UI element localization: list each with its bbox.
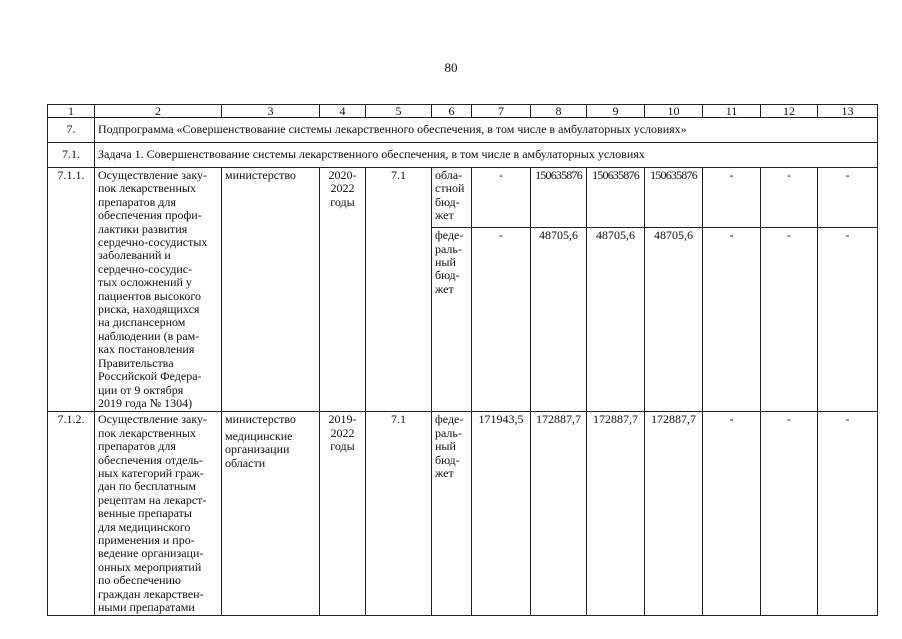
section-number: 7. [48,118,95,143]
value-cell: 150635876 [531,168,587,228]
executor: министерство [222,168,320,412]
task-number: 7.1. [48,143,95,168]
measure-description: Осуществление заку- пок лекарственных препаратов для обеспечения отдель- ных категорий граж- дан по бесплатным рецептам на лекарст- венные препараты для медицинского применения и про- ведение организаци- онных мероприятий по обеспечению граждан лекарствен- ными препаратами [95,412,222,616]
header-cell: 12 [761,105,818,118]
header-cell: 9 [587,105,645,118]
funding-source: обла- стной бюд- жет [432,168,472,228]
task-row [48,143,878,168]
row-number: 7.1.2. [48,412,95,616]
value-cell: 150635876 [645,168,703,228]
period: 2020- 2022 годы [320,168,366,412]
value-cell: - [818,412,878,616]
header-row [48,105,878,118]
value-cell: - [818,168,878,228]
header-cell: 8 [531,105,587,118]
value-cell: 48705,6 [645,228,703,412]
header-cell: 6 [432,105,472,118]
measure-description: Осуществление заку- пок лекарственных препаратов для обеспечения профи- лактики развития сердечно-сосудистых заболеваний и сердечно-сосудис- тых осложнений у пациентов высокого риска, находящихся на диспансерном наблюдении (в рам- ках постановления Правительства Российской Федера- ции от 9 октября 2019 года № 1304) [95,168,222,412]
executor: министерство медицинские организации области [222,412,320,616]
header-cell: 7 [472,105,531,118]
section-row [48,118,878,143]
page-number: 80 [444,60,458,75]
funding-source: феде- раль- ный бюд- жет [432,228,472,412]
header-cell: 1 [48,105,95,118]
value-cell: - [472,168,531,228]
value-cell: - [818,228,878,412]
value-cell: 150635876 [587,168,645,228]
table-row [48,412,878,616]
value-cell: - [703,168,761,228]
header-cell: 4 [320,105,366,118]
value-cell: 48705,6 [531,228,587,412]
header-cell: 11 [703,105,761,118]
period: 2019- 2022 годы [320,412,366,616]
section-title: Подпрограмма «Совершенствование системы лекарственного обеспечения, в том числе в амбулаторных условиях» [95,118,878,143]
value-cell: - [703,412,761,616]
header-cell: 10 [645,105,703,118]
value-cell: - [761,228,818,412]
value-cell: 172887,7 [587,412,645,616]
indicator-ref: 7.1 [366,412,432,616]
indicator-ref: 7.1 [366,168,432,412]
header-cell: 3 [222,105,320,118]
value-cell: 171943,5 [472,412,531,616]
program-table [47,104,878,616]
value-cell: - [761,412,818,616]
table-row [48,168,878,228]
value-cell: 48705,6 [587,228,645,412]
row-number: 7.1.1. [48,168,95,412]
task-title: Задача 1. Совершенствование системы лекарственного обеспечения, в том числе в амбулаторных условиях [95,143,878,168]
header-cell: 5 [366,105,432,118]
value-cell: - [703,228,761,412]
value-cell: 172887,7 [645,412,703,616]
header-cell: 13 [818,105,878,118]
value-cell: 172887,7 [531,412,587,616]
value-cell: - [472,228,531,412]
header-cell: 2 [95,105,222,118]
funding-source: феде- раль- ный бюд- жет [432,412,472,616]
value-cell: - [761,168,818,228]
